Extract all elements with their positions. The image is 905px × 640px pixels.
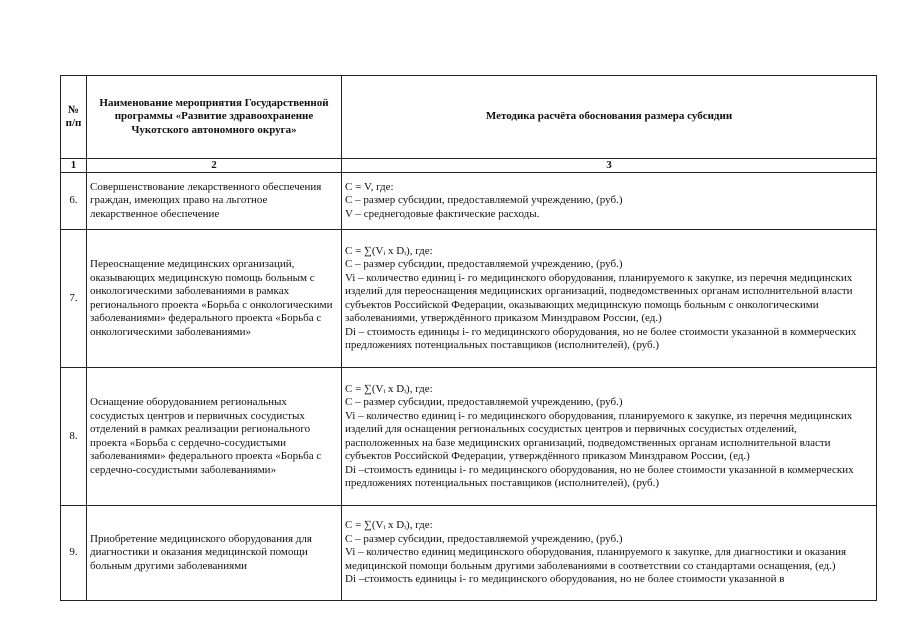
method-line: С = ∑(Vᵢ x Dᵢ), где:: [345, 382, 433, 395]
table-row: [61, 368, 877, 506]
method-line: С = V, где:: [345, 180, 394, 193]
row-method: [342, 230, 877, 368]
method-line: Di –стоимость единицы i- го медицинского оборудования, но не более стоимости указанной в: [345, 573, 785, 586]
column-number-row: [61, 159, 877, 173]
method-line: Di –стоимость единицы i- го медицинского оборудования, но не более стоимости указанной в коммерческих предложениях потенциальных поставщиков (исполнителей), (руб.): [345, 463, 854, 489]
subsidy-methodology-table: [60, 75, 877, 601]
row-num: 9.: [61, 506, 87, 601]
method-line: Vi – количество единиц i- го медицинского оборудования, планируемого к закупке, из перечня медицинских изделий для переоснащения медицинских организаций, подведомственных органам исполнительной власти субъектов Российской Федерации, оказывающих медицинскую помощь больным с онкологическими заболеваниями, утверждённого приказом Минздравом России, (ед.): [345, 271, 853, 324]
row-name: Совершенствование лекарственного обеспечения граждан, имеющих право на льготное лекарственное обеспечение: [87, 173, 342, 230]
method-line: Vi – количество единиц i- го медицинского оборудования, планируемого к закупке, из перечня медицинских изделий для оснащения региональных сосудистых центров и первичных сосудистых отделений, расположенных на базе медицинских организаций, подведомственных органам исполнительной власти субъектов Российской Федерации, утверждённого приказом Минздравом России, (ед.): [345, 409, 853, 462]
method-line: С – размер субсидии, предоставляемой учреждению, (руб.): [345, 258, 623, 270]
table-row: [61, 506, 877, 601]
method-line: С = ∑(Vᵢ x Dᵢ), где:: [345, 244, 433, 257]
row-num: 7.: [61, 230, 87, 368]
method-line: С – размер субсидии, предоставляемой учреждению, (руб.): [345, 194, 623, 207]
row-method: [342, 173, 877, 230]
method-line: Vi – количество единиц медицинского оборудования, планируемого к закупке, для диагностики и оказания медицинской помощи больным другими заболеваниями в соответствии со стандартами оснащения, (ед.): [345, 546, 847, 572]
row-name: Переоснащение медицинских организаций, оказывающих медицинскую помощь больным с онкологическими заболеваниями в рамках регионального проекта «Борьба с онкологическими заболеваниями» федерального проекта «Борьба с онкологическими заболеваниями»: [87, 230, 342, 368]
method-line: С – размер субсидии, предоставляемой учреждению, (руб.): [345, 532, 623, 545]
header-name: Наименование мероприятия Государственной программы «Развитие здравоохранение Чукотского автономного округа»: [87, 76, 342, 159]
column-number-1: 1: [61, 159, 87, 173]
row-method: [342, 368, 877, 506]
row-method: [342, 506, 877, 601]
table-row: [61, 173, 877, 230]
method-line: С = ∑(Vᵢ x Dᵢ), где:: [345, 519, 433, 532]
method-line: V – среднегодовые фактические расходы.: [345, 207, 540, 220]
column-number-2: 2: [87, 159, 342, 173]
row-name: Оснащение оборудованием региональных сосудистых центров и первичных сосудистых отделений в рамках реализации регионального проекта «Борьба с сердечно-сосудистыми заболеваниями» федерального проекта «Борьба с сердечно-сосудистыми заболеваниями»: [87, 368, 342, 506]
header-row: [61, 76, 877, 159]
table-row: [61, 230, 877, 368]
header-method: Методика расчёта обоснования размера субсидии: [342, 76, 877, 159]
method-line: Di – стоимость единицы i- го медицинского оборудования, но не более стоимости указанной в коммерческих предложениях потенциальных поставщиков (исполнителей), (руб.): [345, 325, 857, 351]
row-num: 8.: [61, 368, 87, 506]
row-name: Приобретение медицинского оборудования для диагностики и оказания медицинской помощи больным другими заболеваниями: [87, 506, 342, 601]
row-num: 6.: [61, 173, 87, 230]
header-num: № п/п: [61, 76, 87, 159]
column-number-3: 3: [342, 159, 877, 173]
method-line: С – размер субсидии, предоставляемой учреждению, (руб.): [345, 396, 623, 408]
